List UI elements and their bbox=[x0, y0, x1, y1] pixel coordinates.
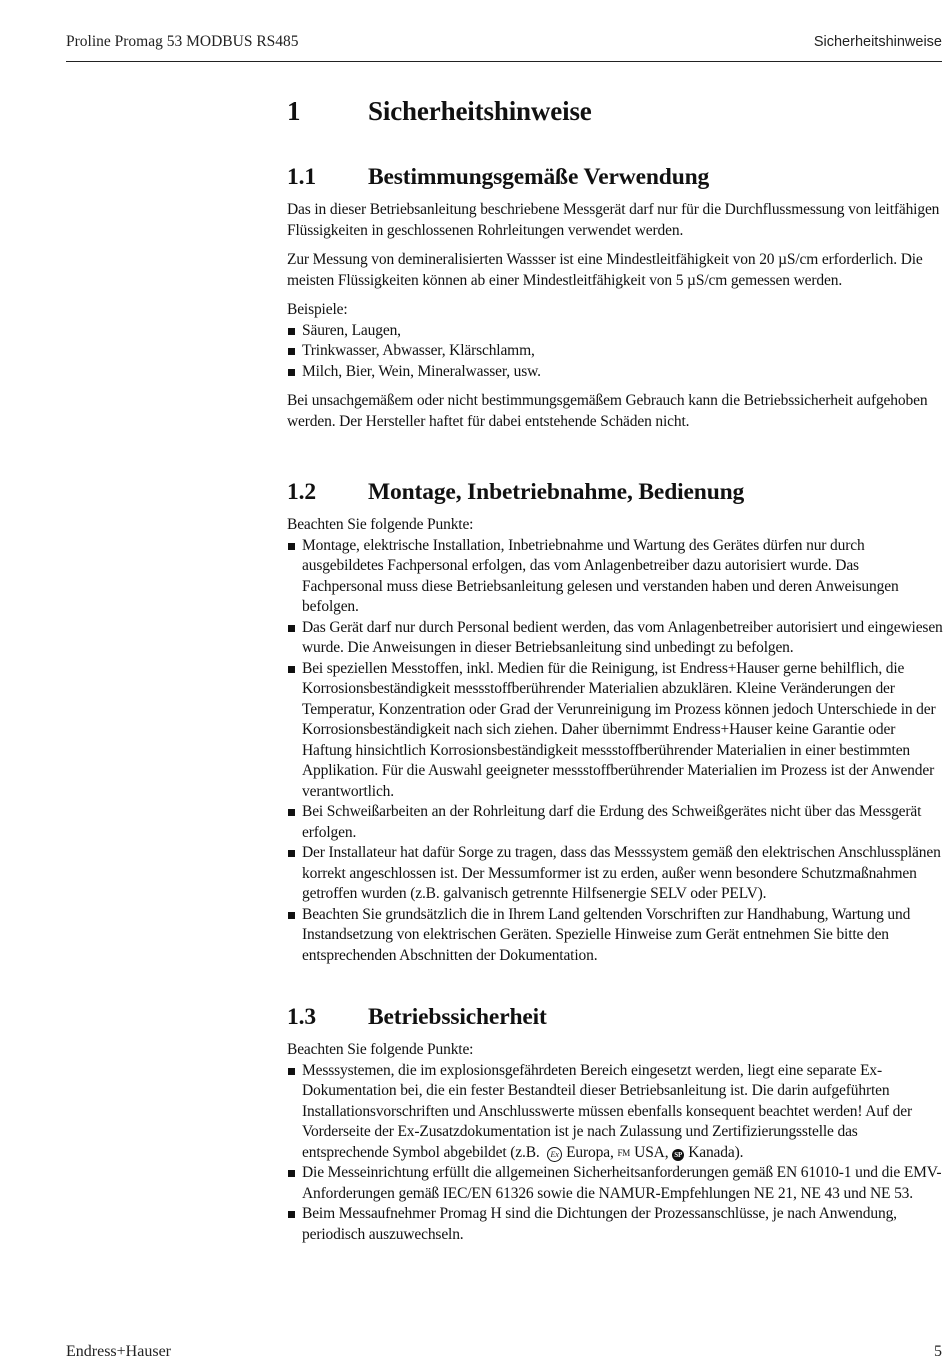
section-heading-1-2 bbox=[287, 477, 943, 507]
bullet-icon bbox=[288, 328, 295, 335]
bullet-icon bbox=[288, 543, 295, 550]
page-content bbox=[287, 92, 943, 1254]
paragraph: Das in dieser Betriebsanleitung beschriebene Messgerät darf nur für die Durchflussmessung von leitfähigen Flüssigkeiten in geschlossenen Rohrleitungen verwendet werden. bbox=[287, 201, 940, 239]
chapter-title: Sicherheitshinweise bbox=[368, 96, 592, 126]
section-heading-1-1 bbox=[287, 162, 943, 192]
section-title: Montage, Inbetriebnahme, Bedienung bbox=[368, 479, 745, 505]
examples-list bbox=[287, 321, 943, 383]
list-item: Milch, Bier, Wein, Mineralwasser, usw. bbox=[287, 362, 943, 383]
chapter-number: 1 bbox=[287, 96, 301, 126]
section-title: Bestimmungsgemäße Verwendung bbox=[368, 164, 710, 190]
examples-label: Beispiele: bbox=[287, 301, 348, 318]
paragraph: Zur Messung von demineralisierten Wassser ist eine Mindestleitfähigkeit von 20 µS/cm erforderlich. Die meisten Flüssigkeiten können ab einer Mindestleitfähigkeit von 5 µS/cm gemessen werden. bbox=[287, 251, 923, 289]
ex-symbol-icon: Ex bbox=[547, 1147, 562, 1162]
section-title: Betriebssicherheit bbox=[368, 1004, 547, 1030]
list-item: Trinkwasser, Abwasser, Klärschlamm, bbox=[287, 341, 943, 362]
bullet-icon bbox=[288, 348, 295, 355]
header-section-title: Sicherheitshinweise bbox=[813, 34, 942, 50]
list-item: Beim Messaufnehmer Promag H sind die Dichtungen der Prozessanschlüsse, je nach Anwendung, periodisch auszuwechseln. bbox=[287, 1204, 943, 1245]
footer-company: Endress+Hauser bbox=[66, 1343, 171, 1360]
points-list bbox=[287, 1061, 943, 1246]
bullet-icon bbox=[288, 666, 295, 673]
list-item: Montage, elektrische Installation, Inbetriebnahme und Wartung des Gerätes dürfen nur durch ausgebildetes Fachpersonal erfolgen, das vom Anlagenbetreiber dazu autorisiert wurde. Das Fachpersonal muss diese Betriebsanleitung gelesen und verstanden haben und deren Anweisungen befolgen. bbox=[287, 536, 943, 618]
list-item: Bei Schweißarbeiten an der Rohrleitung darf die Erdung des Schweißgerätes nicht über das Messgerät erfolgen. bbox=[287, 802, 943, 843]
points-list bbox=[287, 536, 943, 967]
bullet-icon bbox=[288, 850, 295, 857]
chapter-heading bbox=[287, 92, 943, 136]
bullet-icon bbox=[288, 809, 295, 816]
bullet-icon bbox=[288, 1170, 295, 1177]
list-item: Bei speziellen Messtoffen, inkl. Medien für die Reinigung, ist Endress+Hauser gerne behilflich, die Korrosionsbeständigkeit messstoffberührender Materialien abzuklären. Kleine Veränderungen der Temperatur, Konzentration oder Grad der Verunreinigung im Prozess können jedoch Unterschiede in der Korrosionsbeständigkeit nach sich ziehen. Daher übernimmt Endress+Hauser keine Garantie oder Haftung hinsichtlich Korrosionsbeständigkeit messstoffberührender Materialien in einer bestimmten Applikation. Für die Auswahl geeigneter messstoffberührender Materialien im Prozess ist der Anwender verantwortlich. bbox=[287, 659, 943, 803]
page-header bbox=[66, 31, 942, 62]
list-item: Die Messeinrichtung erfüllt die allgemeinen Sicherheitsanforderungen gemäß EN 61010-1 und die EMV-Anforderungen gemäß IEC/EN 61326 sowie die NAMUR-Empfehlungen NE 21, NE 43 und NE 53. bbox=[287, 1163, 943, 1204]
list-item: Beachten Sie grundsätzlich die in Ihrem Land geltenden Vorschriften zur Handhabung, Wartung und Instandsetzung von elektrischen Geräten. Spezielle Hinweise zum Gerät entnehmen Sie bitte den entsprechenden Abschnitten der Dokumentation. bbox=[287, 905, 943, 967]
list-item: Messsystemen, die im explosionsgefährdeten Bereich eingesetzt werden, liegt eine separate Ex-Dokumentation bei, die ein fester Bestandteil dieser Betriebsanleitung ist. Die darin aufgeführten Installationsvorschriften und Anschlusswerte müssen ebenfalls konsequent beachtet werden! Auf der Vorderseite der Ex-Zusatzdokumentation ist je nach Zulassung und Zertifizierungsstelle das entsprechende Symbol abgebildet (z.B. Ex Europa, FM USA, SP Kanada). bbox=[287, 1061, 943, 1164]
section-number: 1.1 bbox=[287, 164, 316, 190]
header-document-title: Proline Promag 53 MODBUS RS485 bbox=[66, 33, 299, 50]
fm-symbol-icon: FM bbox=[617, 1147, 631, 1158]
lead-text: Beachten Sie folgende Punkte: bbox=[287, 516, 474, 533]
lead-text: Beachten Sie folgende Punkte: bbox=[287, 1041, 474, 1058]
section-number: 1.2 bbox=[287, 479, 316, 505]
csa-symbol-icon: SP bbox=[672, 1149, 684, 1161]
bullet-icon bbox=[288, 625, 295, 632]
bullet-icon bbox=[288, 1068, 295, 1075]
list-item: Der Installateur hat dafür Sorge zu tragen, dass das Messsystem gemäß den elektrischen Anschlussplänen korrekt angeschlossen ist. Der Messumformer ist zu erden, außer wenn besondere Schutzmaßnahmen getroffen wurden (z.B. galvanisch getrennte Hilfsenergie SELV oder PELV). bbox=[287, 843, 943, 905]
section-heading-1-3 bbox=[287, 1002, 943, 1032]
bullet-icon bbox=[288, 912, 295, 919]
bullet-icon bbox=[288, 369, 295, 376]
page-number: 5 bbox=[934, 1343, 942, 1360]
bullet-icon bbox=[288, 1211, 295, 1218]
list-item: Das Gerät darf nur durch Personal bedient werden, das vom Anlagenbetreiber autorisiert und eingewiesen wurde. Die Anweisungen in dieser Betriebsanleitung sind unbedingt zu befolgen. bbox=[287, 618, 943, 659]
paragraph: Bei unsachgemäßem oder nicht bestimmungsgemäßem Gebrauch kann die Betriebssicherheit aufgehoben werden. Der Hersteller haftet für dabei entstehende Schäden nicht. bbox=[287, 392, 928, 430]
section-number: 1.3 bbox=[287, 1004, 316, 1030]
list-item: Säuren, Laugen, bbox=[287, 321, 943, 342]
